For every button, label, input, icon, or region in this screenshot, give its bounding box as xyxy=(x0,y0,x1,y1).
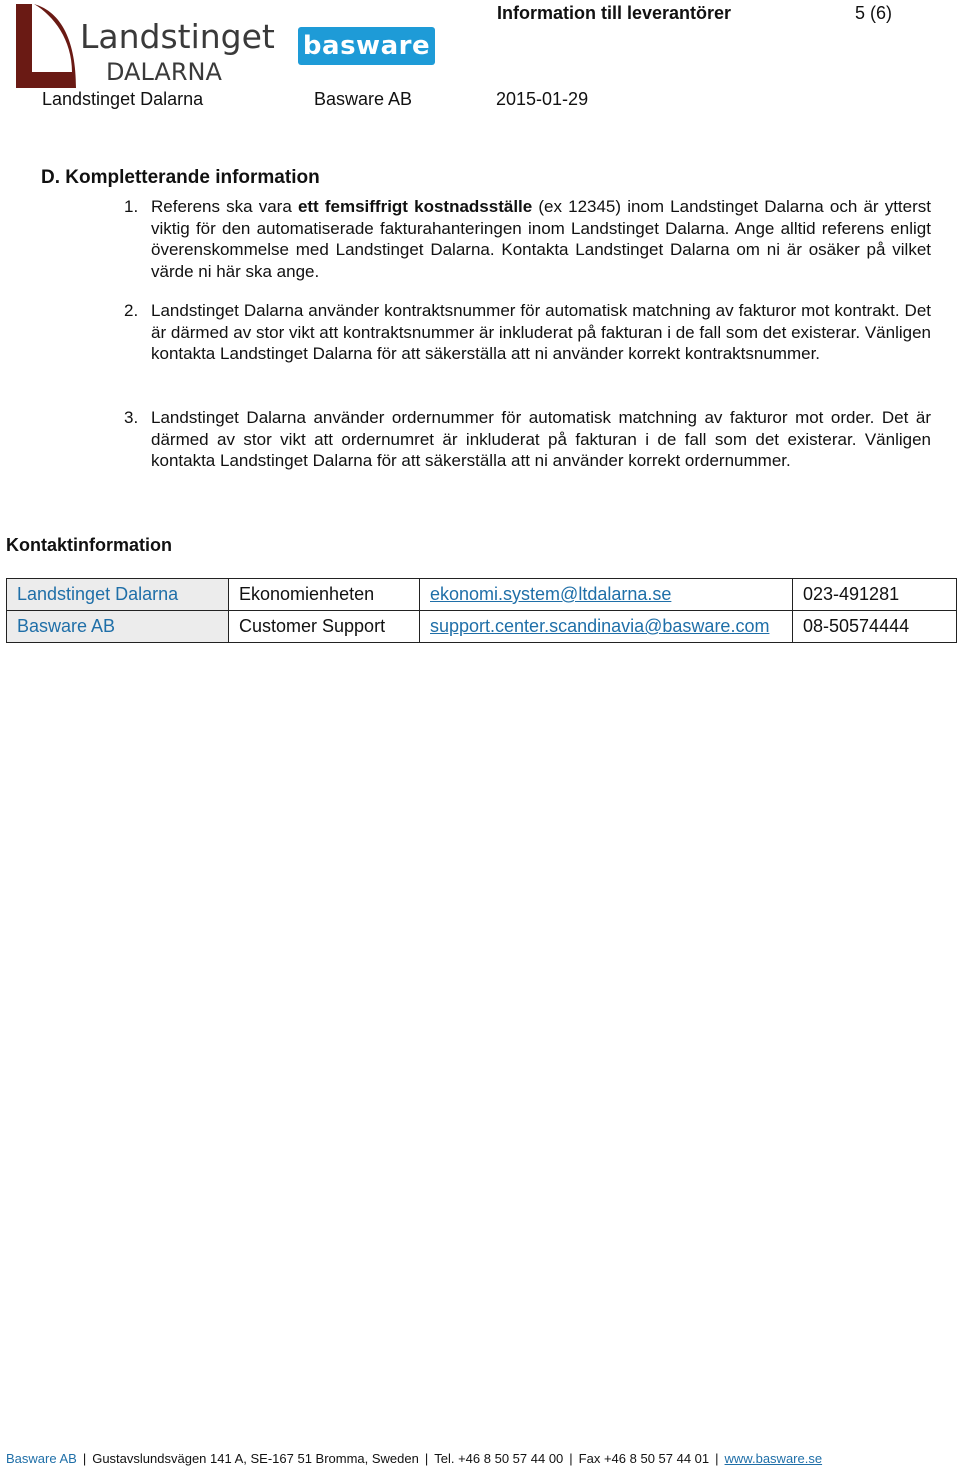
footer-tel: Tel. +46 8 50 57 44 00 xyxy=(434,1451,564,1466)
footer-fax: Fax +46 8 50 57 44 01 xyxy=(578,1451,710,1466)
list-item-2 xyxy=(124,300,931,365)
contact-dept: Customer Support xyxy=(229,611,420,643)
list-text: Referens ska vara ett femsiffrigt kostnadsställe (ex 12345) inom Landstinget Dalarna och är ytterst viktig för den automatiserade fakturahanteringen inom Landstinget Dalarna. Ange alltid referens enligt överenskommelse med Landstinget Dalarna. Kontakta Landstinget Dalarna om ni är osäker på vilket värde ni här ska ange. xyxy=(151,197,931,281)
contact-email-cell xyxy=(420,579,793,611)
footer-address: Gustavslundsvägen 141 A, SE-167 51 Bromma, Sweden xyxy=(92,1451,419,1466)
list-number: 3. xyxy=(124,408,139,427)
contact-org: Landstinget Dalarna xyxy=(7,579,229,611)
document-title: Information till leverantörer xyxy=(497,3,732,23)
footer-web-link[interactable]: www.basware.se xyxy=(724,1451,823,1466)
basware-logo xyxy=(298,27,435,65)
list-item-3 xyxy=(124,407,931,472)
emphasis-text: ett femsiffrigt kostnadsställe xyxy=(297,197,533,216)
contact-phone: 023-491281 xyxy=(793,579,957,611)
logo-text-top: Landstinget xyxy=(80,17,275,56)
contact-dept: Ekonomienheten xyxy=(229,579,420,611)
list-item-1 xyxy=(124,196,931,282)
list-text: Landstinget Dalarna använder kontraktsnummer för automatisk matchning av fakturor mot kontrakt. Det är därmed av stor vikt att kontraktsnummer är inkluderat på fakturan i de fall som det existerar. Vänligen kontakta Landstinget Dalarna för att säkerställa att ni använder korrekt kontraktsnummer. xyxy=(151,301,931,363)
page-number: 5 (6) xyxy=(855,3,893,23)
email-link[interactable]: ekonomi.system@ltdalarna.se xyxy=(430,584,672,604)
basware-logo-text: basware xyxy=(302,31,431,61)
logo-text-bottom: DALARNA xyxy=(106,58,222,86)
email-link[interactable]: support.center.scandinavia@basware.com xyxy=(430,616,770,636)
contact-heading: Kontaktinformation xyxy=(6,535,172,555)
page-footer: Basware AB | Gustavslundsvägen 141 A, SE-167 51 Bromma, Sweden | Tel. +46 8 50 57 44 00 | Fax +46 8 50 57 44 01 | www.basware.se xyxy=(6,1451,823,1466)
list-text: Landstinget Dalarna använder ordernummer för automatisk matchning av fakturor mot order. Det är därmed av stor vikt att ordernumret är inkluderat på fakturan i de fall som det existerar. Vänligen kontakta Landstinget Dalarna för att säkerställa att ni använder korrekt ordernummer. xyxy=(151,408,931,470)
header-date: 2015-01-29 xyxy=(496,89,589,109)
section-heading: D. Kompletterande information xyxy=(41,167,320,188)
contact-phone: 08-50574444 xyxy=(793,611,957,643)
list-number: 1. xyxy=(124,197,139,216)
footer-company: Basware AB xyxy=(6,1451,77,1466)
contact-org: Basware AB xyxy=(7,611,229,643)
table-row xyxy=(7,579,957,611)
table-row xyxy=(7,611,957,643)
contact-email-cell xyxy=(420,611,793,643)
list-number: 2. xyxy=(124,301,139,320)
header-organization: Landstinget Dalarna xyxy=(42,89,204,109)
contact-table xyxy=(6,578,957,643)
landstinget-dalarna-logo xyxy=(14,2,275,88)
header-partner: Basware AB xyxy=(314,89,413,109)
